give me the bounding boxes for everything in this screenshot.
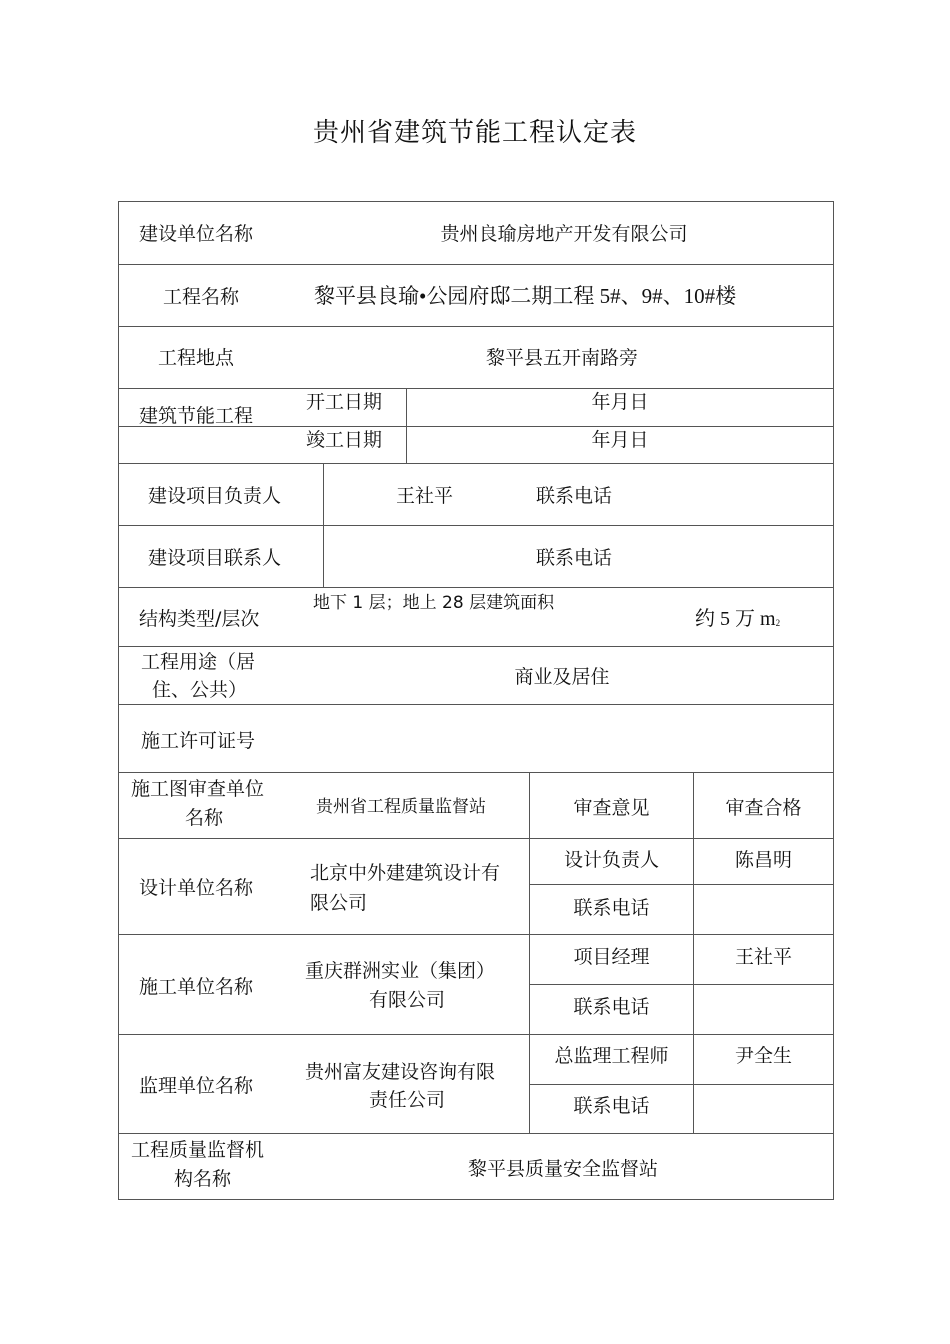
project-manager-role-value: 王社平 — [734, 946, 792, 968]
quality-agency-label-line1: 工程质量监督机 — [131, 1139, 265, 1161]
review-unit-label-line2: 名称 — [185, 807, 224, 829]
structure-label: 结构类型/层次 — [139, 608, 260, 630]
row-divider — [119, 587, 833, 588]
row-divider — [119, 704, 833, 705]
row-divider — [119, 1034, 833, 1035]
permit-label: 施工许可证号 — [141, 730, 256, 752]
row-divider — [119, 264, 833, 265]
chief-supervisor-label: 总监理工程师 — [554, 1045, 669, 1067]
project-name-value: 黎平县良瑜•公园府邸二期工程 5#、9#、10#楼 — [314, 284, 737, 308]
developer-value: 贵州良瑜房地产开发有限公司 — [440, 223, 688, 245]
cell-divider — [529, 884, 833, 885]
project-name-label: 工程名称 — [163, 286, 240, 308]
manager-phone-label: 联系电话 — [536, 485, 613, 507]
row-divider — [119, 388, 833, 389]
design-phone-label: 联系电话 — [573, 897, 650, 919]
developer-label: 建设单位名称 — [139, 223, 254, 245]
area-value — [695, 605, 780, 637]
location-value: 黎平县五开南路旁 — [485, 347, 638, 369]
design-lead-label: 设计负责人 — [563, 849, 659, 871]
construction-phone-label: 联系电话 — [573, 996, 650, 1018]
project-manager-role-label: 项目经理 — [573, 946, 650, 968]
row-divider — [119, 838, 833, 839]
construction-unit-value-line1: 重庆群洲实业（集团） — [305, 960, 496, 982]
column-divider — [406, 388, 407, 463]
end-date-label: 竣工日期 — [306, 429, 383, 451]
supervision-phone-label: 联系电话 — [573, 1095, 650, 1117]
design-lead-value: 陈昌明 — [734, 849, 792, 871]
design-unit-label: 设计单位名称 — [139, 877, 254, 899]
design-unit-value-line1: 北京中外建建筑设计有 — [310, 862, 501, 884]
location-label: 工程地点 — [158, 347, 235, 369]
design-unit-value-line2: 限公司 — [310, 892, 368, 914]
project-manager-label: 建设项目负责人 — [148, 485, 282, 507]
construction-unit-value-line2: 有限公司 — [369, 989, 446, 1011]
usage-label-line2: 住、公共） — [152, 679, 248, 701]
end-date-value: 年月日 — [591, 429, 649, 451]
row-divider — [119, 1133, 833, 1134]
review-opinion-label: 审查意见 — [573, 797, 650, 819]
energy-project-label: 建筑节能工程 — [139, 405, 254, 427]
row-divider — [119, 646, 833, 647]
floors-value: 地下 1 层；地上 28 层建筑面积 — [313, 593, 555, 613]
supervision-unit-value-line1: 贵州富友建设咨询有限 — [305, 1061, 496, 1083]
row-divider — [119, 934, 833, 935]
row-divider — [119, 525, 833, 526]
quality-agency-label-line2: 构名称 — [174, 1168, 232, 1190]
review-opinion-value: 审查合格 — [725, 797, 802, 819]
start-date-label: 开工日期 — [306, 391, 383, 413]
area-number: 约 5 万 m — [695, 608, 776, 630]
quality-agency-value: 黎平县质量安全监督站 — [467, 1158, 658, 1180]
start-date-value: 年月日 — [591, 391, 649, 413]
row-divider — [119, 772, 833, 773]
construction-unit-label: 施工单位名称 — [139, 976, 254, 998]
page-title: 贵州省建筑节能工程认定表 — [312, 118, 637, 148]
chief-supervisor-value: 尹全生 — [734, 1045, 792, 1067]
contact-phone-label: 联系电话 — [536, 547, 613, 569]
review-unit-label-line1: 施工图审查单位 — [131, 778, 265, 800]
review-unit-value: 贵州省工程质量监督站 — [316, 797, 486, 817]
row-divider — [119, 463, 833, 464]
project-contact-label: 建设项目联系人 — [148, 547, 282, 569]
cell-divider — [529, 984, 833, 985]
row-divider — [119, 326, 833, 327]
cell-divider — [529, 1084, 833, 1085]
usage-value: 商业及居住 — [514, 666, 610, 688]
supervision-unit-value-line2: 责任公司 — [369, 1089, 446, 1111]
supervision-unit-label: 监理单位名称 — [139, 1075, 254, 1097]
area-unit: 2 — [775, 618, 781, 628]
usage-label-line1: 工程用途（居 — [141, 651, 256, 673]
column-divider — [323, 463, 324, 587]
project-manager-name: 王社平 — [396, 485, 454, 507]
